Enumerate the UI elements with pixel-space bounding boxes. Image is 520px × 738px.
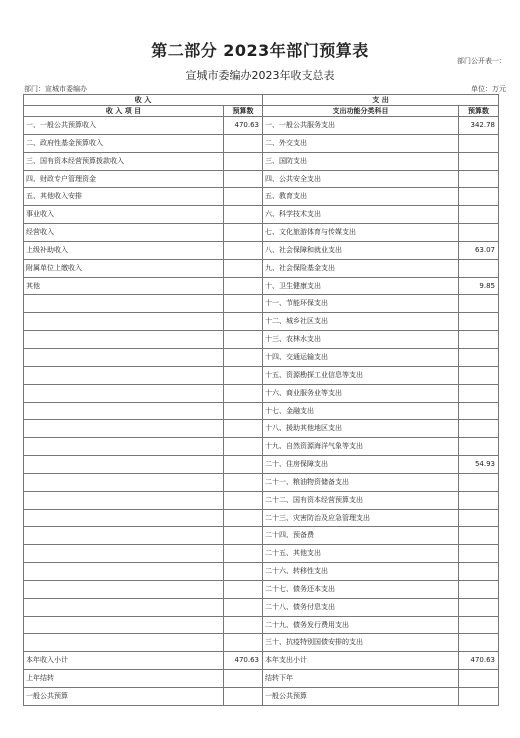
expense-item-cell: 二十四、预备费 <box>263 527 459 545</box>
table-subtitle: 宣城市委编办2023年收支总表 <box>185 69 335 82</box>
income-amount-cell <box>224 616 263 634</box>
expense-amount-cell <box>459 402 499 420</box>
income-amount-cell <box>224 598 263 616</box>
expense-amount-cell <box>459 152 499 170</box>
income-item-cell <box>24 313 224 331</box>
income-item-cell <box>24 509 224 527</box>
expense-amount-cell <box>459 313 499 331</box>
expense-item-cell: 六、科学技术支出 <box>263 206 459 224</box>
table-row <box>24 170 499 188</box>
income-item-cell <box>24 634 224 652</box>
income-item-cell <box>24 384 224 402</box>
income-item-cell <box>24 527 224 545</box>
income-item-cell: 五、其他收入安排 <box>24 188 224 206</box>
page-title: 第二部分 2023年部门预算表 <box>151 41 369 60</box>
income-amount-cell <box>224 473 263 491</box>
income-amount-cell <box>224 188 263 206</box>
expense-amount-cell <box>459 134 499 152</box>
income-item-cell <box>24 545 224 563</box>
expense-item-cell: 二十六、转移性支出 <box>263 563 459 581</box>
expense-item-cell: 本年支出小计 <box>263 652 459 670</box>
income-item-cell <box>24 456 224 474</box>
income-amount-cell <box>224 509 263 527</box>
expense-amount-cell <box>459 438 499 456</box>
expense-amount-cell <box>459 616 499 634</box>
form-number: 部门公开表一： <box>457 57 506 65</box>
income-item-cell: 事业收入 <box>24 206 224 224</box>
table-row <box>24 117 499 135</box>
income-item-cell <box>24 616 224 634</box>
income-item-cell <box>24 402 224 420</box>
income-item-cell <box>24 295 224 313</box>
income-amount-cell <box>224 580 263 598</box>
expense-item-header: 支出功能分类科目 <box>263 106 459 117</box>
income-amount-cell <box>224 277 263 295</box>
column-header-row <box>24 106 499 117</box>
income-item-header: 收 入 项 目 <box>24 106 224 117</box>
expense-amount-header: 预算数 <box>459 106 499 117</box>
expense-amount-cell <box>459 688 499 706</box>
expense-item-cell: 五、教育支出 <box>263 188 459 206</box>
table-row <box>24 313 499 331</box>
expense-item-cell: 七、文化旅游体育与传媒支出 <box>263 224 459 242</box>
income-item-cell: 其他 <box>24 277 224 295</box>
table-row <box>24 616 499 634</box>
income-item-cell: 经营收入 <box>24 224 224 242</box>
table-row <box>24 224 499 242</box>
expense-item-cell: 十三、农林水支出 <box>263 331 459 349</box>
income-amount-cell <box>224 420 263 438</box>
table-row <box>24 527 499 545</box>
income-amount-cell <box>224 259 263 277</box>
table-row <box>24 366 499 384</box>
income-item-cell <box>24 598 224 616</box>
expense-item-cell: 十九、自然资源海洋气象等支出 <box>263 438 459 456</box>
expense-item-cell: 十五、资源勘探工业信息等支出 <box>263 366 459 384</box>
income-amount-header: 预算数 <box>224 106 263 117</box>
expense-item-cell: 二十八、债务付息支出 <box>263 598 459 616</box>
table-row <box>24 295 499 313</box>
expense-item-cell: 三十、抗疫特别国债安排的支出 <box>263 634 459 652</box>
expense-item-cell: 二十七、债务还本支出 <box>263 580 459 598</box>
income-amount-cell: 470.63 <box>224 117 263 135</box>
income-amount-cell <box>224 634 263 652</box>
expense-item-cell: 二十一、粮油物资储备支出 <box>263 473 459 491</box>
income-amount-cell <box>224 491 263 509</box>
expense-item-cell: 二十九、债务发行费用支出 <box>263 616 459 634</box>
income-amount-cell <box>224 438 263 456</box>
expense-amount-cell <box>459 224 499 242</box>
expense-amount-cell <box>459 170 499 188</box>
income-amount-cell <box>224 331 263 349</box>
table-row <box>24 188 499 206</box>
expense-item-cell: 十八、援助其他地区支出 <box>263 420 459 438</box>
income-item-cell: 上年结转 <box>24 670 224 688</box>
table-row <box>24 580 499 598</box>
income-amount-cell <box>224 456 263 474</box>
group-header-row <box>24 95 499 106</box>
table-row <box>24 652 499 670</box>
table-row <box>24 348 499 366</box>
expense-amount-cell <box>459 670 499 688</box>
income-amount-cell <box>224 170 263 188</box>
expense-item-cell: 二十、住房保障支出 <box>263 456 459 474</box>
income-amount-cell <box>224 670 263 688</box>
expense-amount-cell <box>459 509 499 527</box>
income-amount-cell <box>224 366 263 384</box>
expense-item-cell: 四、公共安全支出 <box>263 170 459 188</box>
table-row <box>24 688 499 706</box>
expense-item-cell: 九、社会保险基金支出 <box>263 259 459 277</box>
table-row <box>24 634 499 652</box>
expense-amount-cell <box>459 491 499 509</box>
expense-item-cell: 十、卫生健康支出 <box>263 277 459 295</box>
table-row <box>24 438 499 456</box>
income-item-cell <box>24 331 224 349</box>
expense-item-cell: 一、一般公共服务支出 <box>263 117 459 135</box>
income-amount-cell <box>224 313 263 331</box>
expense-amount-cell <box>459 206 499 224</box>
income-amount-cell <box>224 545 263 563</box>
expense-amount-cell <box>459 188 499 206</box>
expense-amount-cell <box>459 527 499 545</box>
expense-amount-cell <box>459 545 499 563</box>
income-item-cell: 上级补助收入 <box>24 241 224 259</box>
expense-item-cell: 三、国防支出 <box>263 152 459 170</box>
expense-group-header: 支 出 <box>263 95 499 106</box>
income-item-cell <box>24 438 224 456</box>
income-item-cell <box>24 580 224 598</box>
expense-item-cell: 二十三、灾害防治及应急管理支出 <box>263 509 459 527</box>
expense-item-cell: 十七、金融支出 <box>263 402 459 420</box>
income-item-cell: 三、国有资本经营预算拨款收入 <box>24 152 224 170</box>
income-item-cell: 四、财政专户管理资金 <box>24 170 224 188</box>
income-item-cell <box>24 491 224 509</box>
income-item-cell <box>24 473 224 491</box>
expense-amount-cell <box>459 295 499 313</box>
income-amount-cell <box>224 295 263 313</box>
expense-amount-cell: 63.07 <box>459 241 499 259</box>
income-amount-cell: 470.63 <box>224 652 263 670</box>
table-row <box>24 152 499 170</box>
expense-amount-cell <box>459 563 499 581</box>
expense-amount-cell <box>459 384 499 402</box>
expense-amount-cell <box>459 473 499 491</box>
expense-item-cell: 八、社会保障和就业支出 <box>263 241 459 259</box>
expense-amount-cell: 342.78 <box>459 117 499 135</box>
income-amount-cell <box>224 206 263 224</box>
expense-item-cell: 十二、城乡社区支出 <box>263 313 459 331</box>
budget-table <box>23 94 499 706</box>
unit-label: 单位：万元 <box>471 85 506 93</box>
income-amount-cell <box>224 348 263 366</box>
table-row <box>24 563 499 581</box>
expense-amount-cell: 9.85 <box>459 277 499 295</box>
expense-amount-cell <box>459 598 499 616</box>
income-amount-cell <box>224 527 263 545</box>
expense-amount-cell: 470.63 <box>459 652 499 670</box>
income-amount-cell <box>224 152 263 170</box>
table-row <box>24 331 499 349</box>
expense-amount-cell <box>459 331 499 349</box>
table-row <box>24 384 499 402</box>
income-amount-cell <box>224 402 263 420</box>
table-row <box>24 456 499 474</box>
table-row <box>24 241 499 259</box>
income-amount-cell <box>224 134 263 152</box>
income-item-cell <box>24 563 224 581</box>
income-item-cell: 一、一般公共预算收入 <box>24 117 224 135</box>
table-row <box>24 473 499 491</box>
income-amount-cell <box>224 563 263 581</box>
expense-amount-cell <box>459 366 499 384</box>
table-row <box>24 545 499 563</box>
expense-item-cell: 二十五、其他支出 <box>263 545 459 563</box>
table-row <box>24 259 499 277</box>
table-row <box>24 420 499 438</box>
expense-item-cell: 十四、交通运输支出 <box>263 348 459 366</box>
income-amount-cell <box>224 241 263 259</box>
expense-item-cell: 一般公共预算 <box>263 688 459 706</box>
expense-amount-cell <box>459 348 499 366</box>
income-group-header: 收 入 <box>24 95 263 106</box>
expense-amount-cell <box>459 259 499 277</box>
table-row <box>24 206 499 224</box>
income-item-cell: 一般公共预算 <box>24 688 224 706</box>
income-amount-cell <box>224 224 263 242</box>
table-row <box>24 598 499 616</box>
expense-item-cell: 二、外交支出 <box>263 134 459 152</box>
table-row <box>24 670 499 688</box>
income-item-cell <box>24 348 224 366</box>
table-row <box>24 134 499 152</box>
expense-amount-cell <box>459 420 499 438</box>
expense-amount-cell <box>459 634 499 652</box>
table-row <box>24 277 499 295</box>
expense-item-cell: 十一、节能环保支出 <box>263 295 459 313</box>
expense-amount-cell: 54.93 <box>459 456 499 474</box>
income-item-cell: 附属单位上缴收入 <box>24 259 224 277</box>
table-row <box>24 402 499 420</box>
table-row <box>24 491 499 509</box>
income-item-cell: 本年收入小计 <box>24 652 224 670</box>
income-amount-cell <box>224 384 263 402</box>
expense-item-cell: 二十二、国有资本经营预算支出 <box>263 491 459 509</box>
expense-item-cell: 结转下年 <box>263 670 459 688</box>
income-item-cell <box>24 366 224 384</box>
table-row <box>24 509 499 527</box>
income-amount-cell <box>224 688 263 706</box>
income-item-cell <box>24 420 224 438</box>
department-label: 部门：宣城市委编办 <box>24 85 87 93</box>
expense-amount-cell <box>459 580 499 598</box>
income-item-cell: 二、政府性基金预算收入 <box>24 134 224 152</box>
expense-item-cell: 十六、商业服务业等支出 <box>263 384 459 402</box>
